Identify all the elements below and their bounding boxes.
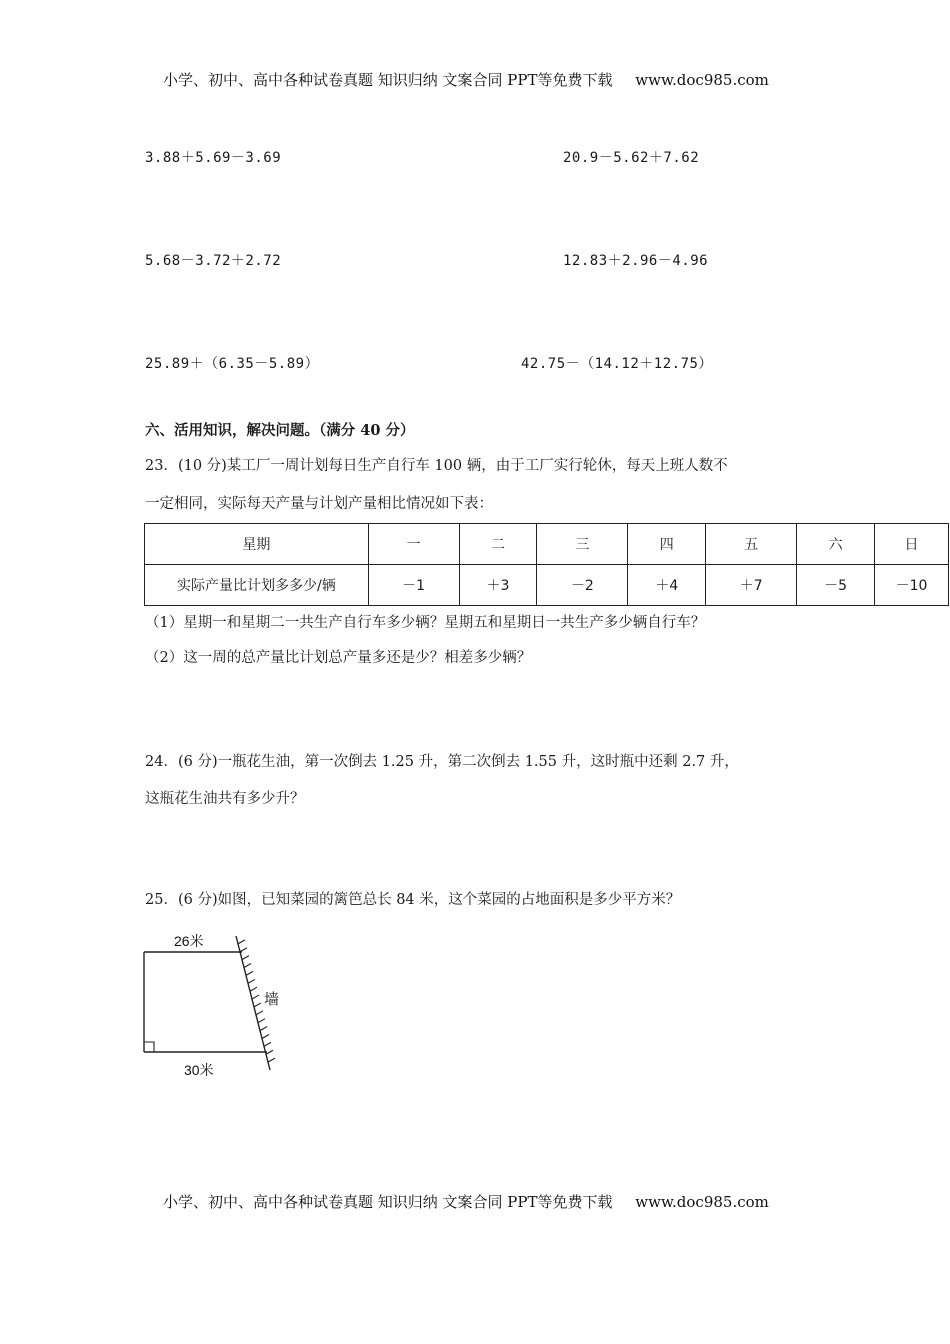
wall-hatch-mark	[242, 956, 249, 960]
table-value: －10	[875, 565, 949, 606]
header-text: 小学、初中、高中各种试卷真题 知识归纳 文案合同 PPT等免费下载	[163, 71, 613, 89]
expression-2: 20.9－5.62＋7.62	[563, 150, 700, 166]
wall-hatch-mark	[250, 987, 257, 991]
q24-line1: 24．(6 分)一瓶花生油，第一次倒去 1.25 升，第二次倒去 1.55 升，这时瓶中还剩 2.7 升，	[145, 754, 739, 770]
page-footer	[163, 1191, 769, 1212]
table-row-label: 实际产量比计划多多少/辆	[145, 565, 369, 606]
table-day: 五	[706, 524, 797, 565]
footer-text: 小学、初中、高中各种试卷真题 知识归纳 文案合同 PPT等免费下载	[163, 1193, 613, 1211]
wall-hatch-mark	[258, 1019, 265, 1023]
table-value: －1	[368, 565, 459, 606]
expression-1: 3.88＋5.69－3.69	[145, 150, 282, 166]
table-day: 六	[797, 524, 875, 565]
table-value: ＋4	[628, 565, 706, 606]
table-day: 三	[537, 524, 628, 565]
q25-line1: 25．(6 分)如图，已知菜园的篱笆总长 84 米，这个菜园的占地面积是多少平方米？	[145, 892, 681, 908]
q23-line1: 23．(10 分)某工厂一周计划每日生产自行车 100 辆，由于工厂实行轮休，每天上班人数不	[145, 458, 728, 474]
wall-hatch-mark	[238, 940, 245, 944]
q23-line2: 一定相同，实际每天产量与计划产量相比情况如下表：	[145, 496, 493, 512]
q23-sub1: （1）星期一和星期二一共生产自行车多少辆？星期五和星期日一共生产多少辆自行车？	[145, 615, 706, 631]
section-title: 六、活用知识，解决问题。（满分 40 分）	[145, 422, 415, 439]
table-header-row	[145, 524, 949, 565]
wall-hatch-mark	[266, 1050, 273, 1054]
table-header-label: 星期	[145, 524, 369, 565]
garden-diagram	[138, 928, 288, 1080]
wall-hatch-mark	[268, 1058, 275, 1062]
wall-hatch-mark	[248, 979, 255, 983]
table-value: －2	[537, 565, 628, 606]
production-table	[144, 523, 949, 606]
wall-hatch-mark	[264, 1042, 271, 1046]
wall-label: 墙	[264, 991, 280, 1008]
expression-5: 25.89＋（6.35－5.89）	[145, 356, 320, 372]
wall-hatch-mark	[256, 1011, 263, 1015]
table-day: 四	[628, 524, 706, 565]
wall-hatch-mark	[252, 995, 259, 999]
q23-sub2: （2）这一周的总产量比计划总产量多还是少？相差多少辆？	[145, 650, 532, 666]
expression-6: 42.75－（14.12＋12.75）	[521, 356, 713, 372]
table-day: 一	[368, 524, 459, 565]
page-header	[163, 69, 769, 90]
table-value: －5	[797, 565, 875, 606]
right-angle-mark	[144, 1042, 154, 1052]
expression-4: 12.83＋2.96－4.96	[563, 253, 709, 269]
table-day: 日	[875, 524, 949, 565]
wall-hatch-mark	[246, 971, 253, 975]
bottom-length-label: 30米	[184, 1062, 214, 1078]
expression-3: 5.68－3.72＋2.72	[145, 253, 282, 269]
top-length-label: 26米	[174, 933, 204, 949]
wall-hatch-mark	[254, 1003, 261, 1007]
table-value: ＋7	[706, 565, 797, 606]
footer-site: www.doc985.com	[635, 1193, 769, 1211]
table-day: 二	[459, 524, 537, 565]
table-value: ＋3	[459, 565, 537, 606]
wall-hatch-mark	[240, 948, 247, 952]
table-row	[145, 565, 949, 606]
header-site: www.doc985.com	[635, 71, 769, 89]
q24-line2: 这瓶花生油共有多少升？	[145, 791, 305, 807]
wall-hatch-mark	[260, 1027, 267, 1031]
wall-hatch-mark	[262, 1034, 269, 1038]
wall-hatch-mark	[244, 964, 251, 968]
